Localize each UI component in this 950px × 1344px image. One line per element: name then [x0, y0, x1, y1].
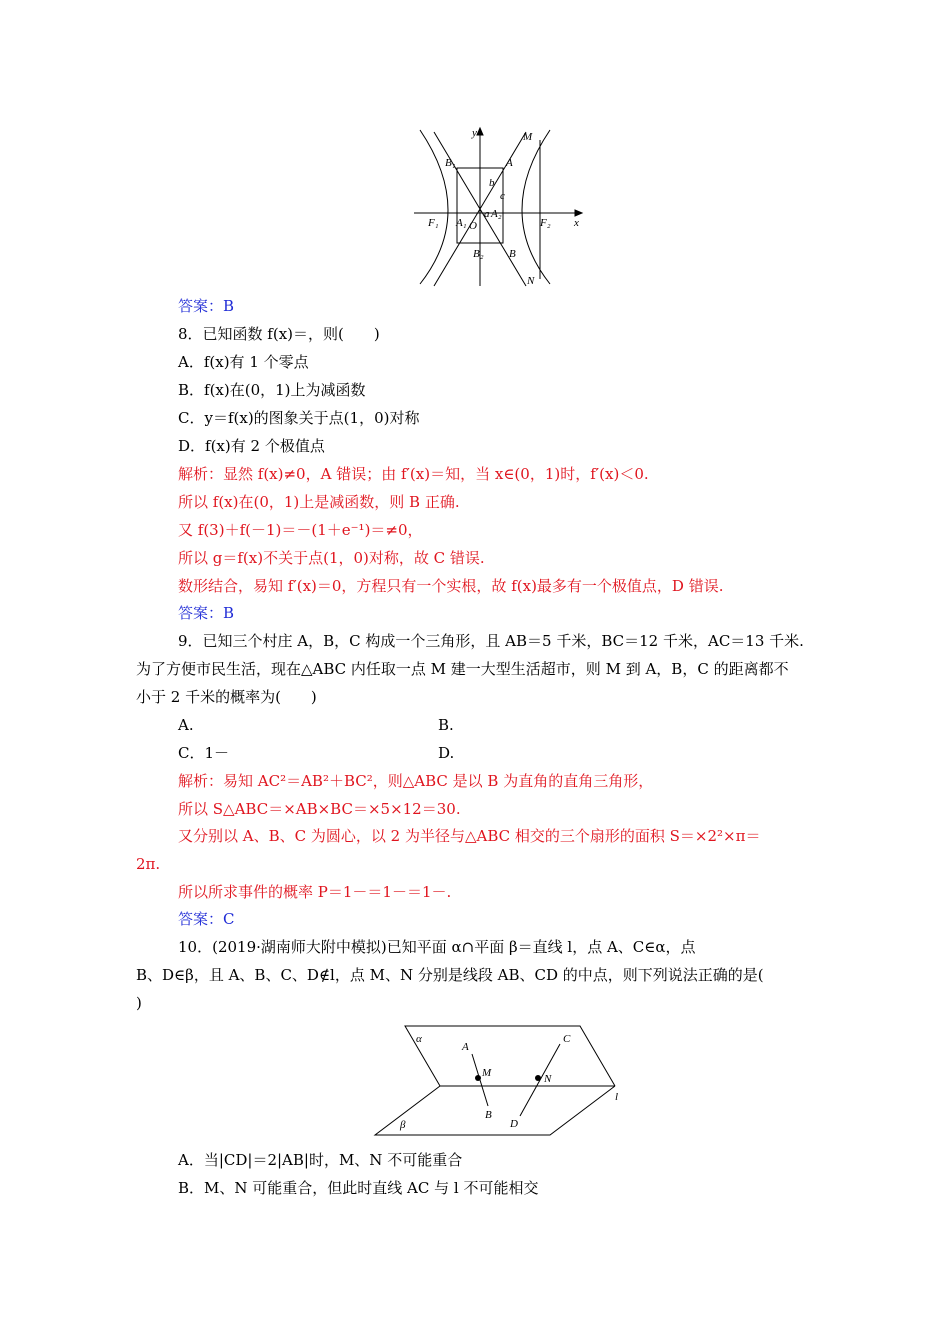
q8-solution-5: 数形结合，易知 f′(x)＝0，方程只有一个实根，故 f(x)最多有一个极值点，D 错误. [178, 577, 724, 595]
q9-solution-1: 解析：易知 AC²＝AB²＋BC²，则△ABC 是以 B 为直角的直角三角形， [178, 772, 654, 790]
label-B-bottom: B [509, 248, 516, 260]
label-y: y [472, 127, 477, 139]
point-M [475, 1075, 481, 1081]
label-beta: β [400, 1119, 406, 1131]
q10-option-a: A．当|CD|＝2|AB|时，M、N 不可能重合 [178, 1151, 463, 1169]
label-D: D [510, 1118, 518, 1130]
label-N2: N [544, 1073, 552, 1085]
label-F1: F₁ [428, 217, 439, 229]
label-b: b [489, 177, 495, 189]
q9-solution-2: 所以 S△ABC＝×AB×BC＝×5×12＝30. [178, 800, 461, 818]
plane-alpha [405, 1026, 615, 1086]
q8-option-c: C．y＝f(x)的图象关于点(1，0)对称 [178, 409, 420, 427]
hyperbola-right-branch [522, 130, 550, 284]
label-M2: M [482, 1067, 492, 1079]
q8-answer: 答案：B [178, 604, 235, 622]
q8-solution-2: 所以 f(x)在(0，1)上是减函数，则 B 正确. [178, 493, 460, 511]
q9-answer: 答案：C [178, 910, 235, 928]
label-A-top: A [506, 157, 513, 169]
label-O: O [469, 220, 477, 232]
label-M: M [523, 131, 533, 143]
q9-option-a: A. [178, 716, 194, 734]
q8-option-b: B．f(x)在(0，1)上为减函数 [178, 381, 366, 399]
label-c: c [500, 190, 505, 202]
q9-option-d: D. [438, 744, 455, 762]
q8-solution-1: 解析：显然 f(x)≠0，A 错误；由 f′(x)＝知，当 x∈(0，1)时，f′(x)＜0. [178, 465, 649, 483]
q8-solution-3: 又 f(3)＋f(－1)＝－(1＋e⁻¹)＝≠0， [178, 521, 423, 539]
label-alpha: α [416, 1033, 422, 1045]
label-x: x [574, 217, 579, 229]
q10-stem-2: B、D∈β，且 A、B、C、D∉l，点 M、N 分别是线段 AB、CD 的中点，则下列说法正确的是( [136, 966, 764, 984]
label-l: l [615, 1091, 619, 1103]
label-B: B [485, 1109, 492, 1121]
q8-solution-4: 所以 g＝f(x)不关于点(1，0)对称，故 C 错误. [178, 549, 485, 567]
q9-option-b: B. [438, 716, 454, 734]
label-B1: B₁ [445, 157, 456, 169]
q10-stem-1: 10．(2019·湖南师大附中模拟)已知平面 α∩平面 β＝直线 l，点 A、C∈α，点 [178, 938, 696, 956]
q8-stem: 8．已知函数 f(x)＝，则( ) [178, 325, 380, 343]
q9-solution-5: 所以所求事件的概率 P＝1－＝1－＝1－. [178, 883, 452, 901]
y-axis-arrow [477, 128, 483, 135]
label-C: C [563, 1033, 571, 1045]
q9-stem-2: 为了方便市民生活，现在△ABC 内任取一点 M 建一大型生活超市，则 M 到 A，B，C 的距离都不 [136, 660, 789, 678]
q9-solution-4: 2π. [136, 855, 161, 873]
q8-option-a: A．f(x)有 1 个零点 [178, 353, 309, 371]
point-N [535, 1075, 541, 1081]
label-a: a [484, 208, 490, 220]
planes-figure [370, 1020, 640, 1140]
hyperbola-figure [412, 124, 588, 290]
q9-option-c: C．1－ [178, 744, 230, 762]
label-N: N [527, 275, 535, 287]
label-A1: A₁ [456, 217, 467, 229]
q10-stem-3: ) [136, 994, 142, 1012]
label-F2: F₂ [540, 217, 551, 229]
q9-stem-3: 小于 2 千米的概率为( ) [136, 688, 317, 706]
hyperbola-left-branch [420, 130, 448, 284]
q9-solution-3: 又分别以 A、B、C 为圆心，以 2 为半径与△ABC 相交的三个扇形的面积 S＝×2²×π＝ [178, 827, 761, 845]
answer-q7: 答案：B [178, 297, 235, 315]
label-A: A [462, 1041, 469, 1053]
label-B2: B₂ [473, 248, 484, 260]
label-A2: A₂ [491, 208, 502, 220]
q8-option-d: D．f(x)有 2 个极值点 [178, 437, 325, 455]
x-axis-arrow [575, 210, 582, 216]
plane-beta [375, 1086, 615, 1135]
q9-stem-1: 9．已知三个村庄 A，B，C 构成一个三角形，且 AB＝5 千米，BC＝12 千米，AC＝13 千米. [178, 632, 804, 650]
q10-option-b: B．M、N 可能重合，但此时直线 AC 与 l 不可能相交 [178, 1179, 539, 1197]
